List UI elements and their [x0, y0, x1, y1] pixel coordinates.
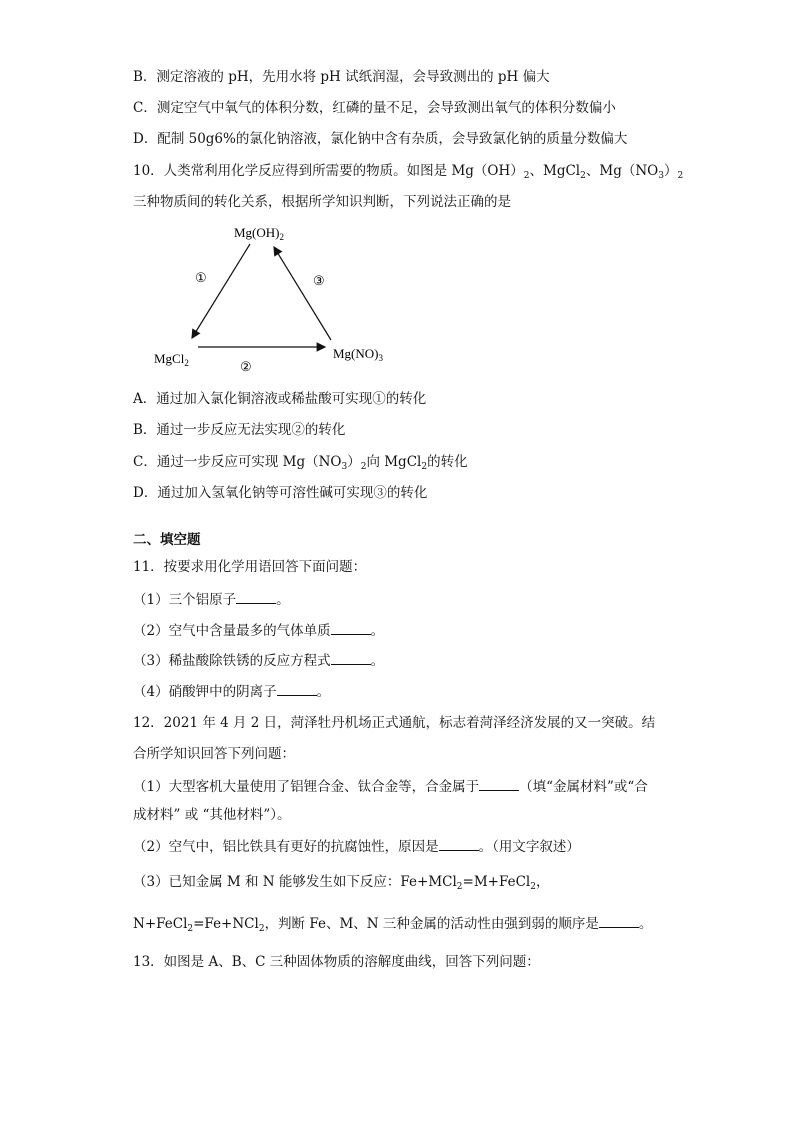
q10-option-a: A．通过加入氯化铜溶液或稀盐酸可实现①的转化 [133, 391, 427, 407]
label-3: ③ [313, 273, 325, 288]
question-12: 12．2021 年 4 月 2 日，菏泽牡丹机场正式通航，标志着菏泽经济发展的又一突破。结 [133, 715, 656, 731]
answer-blank[interactable] [331, 651, 371, 665]
question-10-stem-cont: 三种物质间的转化关系，根据所学知识判断，下列说法正确的是 [133, 194, 511, 210]
answer-blank[interactable] [439, 837, 479, 851]
q12-part-2: （2）空气中，铝比铁具有更好的抗腐蚀性，原因是 。（用文字叙述） [133, 839, 580, 855]
node-mg-oh2: $Mg(OH)_2$ [234, 225, 284, 242]
q11-part-1: （1）三个铝原子 。 [133, 592, 290, 608]
q10-option-c: C．通过一步反应可实现 $Mg(NO_3)_2$向 MgCl$_2$的转化 [133, 454, 468, 472]
q11-part-4: （4）硝酸钾中的阴离子 。 [133, 684, 331, 700]
q10-option-b: B．通过一步反应无法实现②的转化 [133, 422, 346, 438]
q11-part-2: （2）空气中含量最多的气体单质 。 [133, 623, 385, 639]
label-2: ② [240, 359, 252, 374]
question-12-cont: 合所学知识回答下列问题： [133, 746, 295, 762]
question-10-stem: 10．人类常利用化学反应得到所需要的物质。如图是 $Mg(OH)_2$、MgCl$_2$、$Mg(NO_3)_2$ [133, 163, 684, 181]
node-mgcl2: MgCl$_2$ [154, 351, 189, 368]
answer-blank[interactable] [277, 682, 317, 696]
q10-option-d: D．通过加入氢氧化钠等可溶性碱可实现③的转化 [133, 485, 428, 501]
label-1: ① [195, 270, 207, 285]
answer-blank[interactable] [331, 621, 371, 635]
question-13: 13．如图是 A、B、C 三种固体物质的溶解度曲线，回答下列问题： [133, 954, 540, 970]
node-mg-no3-2: $Mg(NO)_3$ [333, 346, 383, 363]
option-b: B．测定溶液的 pH，先用水将 pH 试纸润湿，会导致测出的 pH 偏大 [133, 69, 550, 85]
arrow-1 [192, 244, 250, 338]
option-d: D．配制 50g6%的氯化钠溶液，氯化钠中含有杂质，会导致氯化钠的质量分数偏大 [133, 131, 628, 147]
answer-blank[interactable] [599, 914, 639, 928]
q11-part-3: （3）稀盐酸除铁锈的反应方程式 。 [133, 653, 385, 669]
q12-part-3: （3）已知金属 M 和 N 能够发生如下反应：Fe+MCl$_2$=M+FeCl$_2$， [133, 874, 550, 892]
q12-part-1: （1）大型客机大量使用了铝锂合金、钛合金等，合金属于 （填“金属材料”或“合 [133, 779, 648, 795]
answer-blank[interactable] [479, 777, 519, 791]
q12-part-3-cont: N+FeCl$_2$=Fe+NCl$_2$，判断 Fe、M、N 三种金属的活动性由强到弱的顺序是 。 [133, 916, 653, 934]
section-heading: 二、填空题 [133, 532, 201, 548]
conversion-diagram [140, 220, 410, 380]
option-c: C．测定空气中氧气的体积分数，红磷的量不足，会导致测出氧气的体积分数偏小 [133, 100, 616, 116]
answer-blank[interactable] [236, 590, 276, 604]
arrow-3 [274, 247, 331, 340]
q12-part-1-cont: 成材料” 或 “其他材料”）。 [133, 807, 291, 823]
question-11: 11．按要求用化学用语回答下面问题： [133, 559, 367, 575]
